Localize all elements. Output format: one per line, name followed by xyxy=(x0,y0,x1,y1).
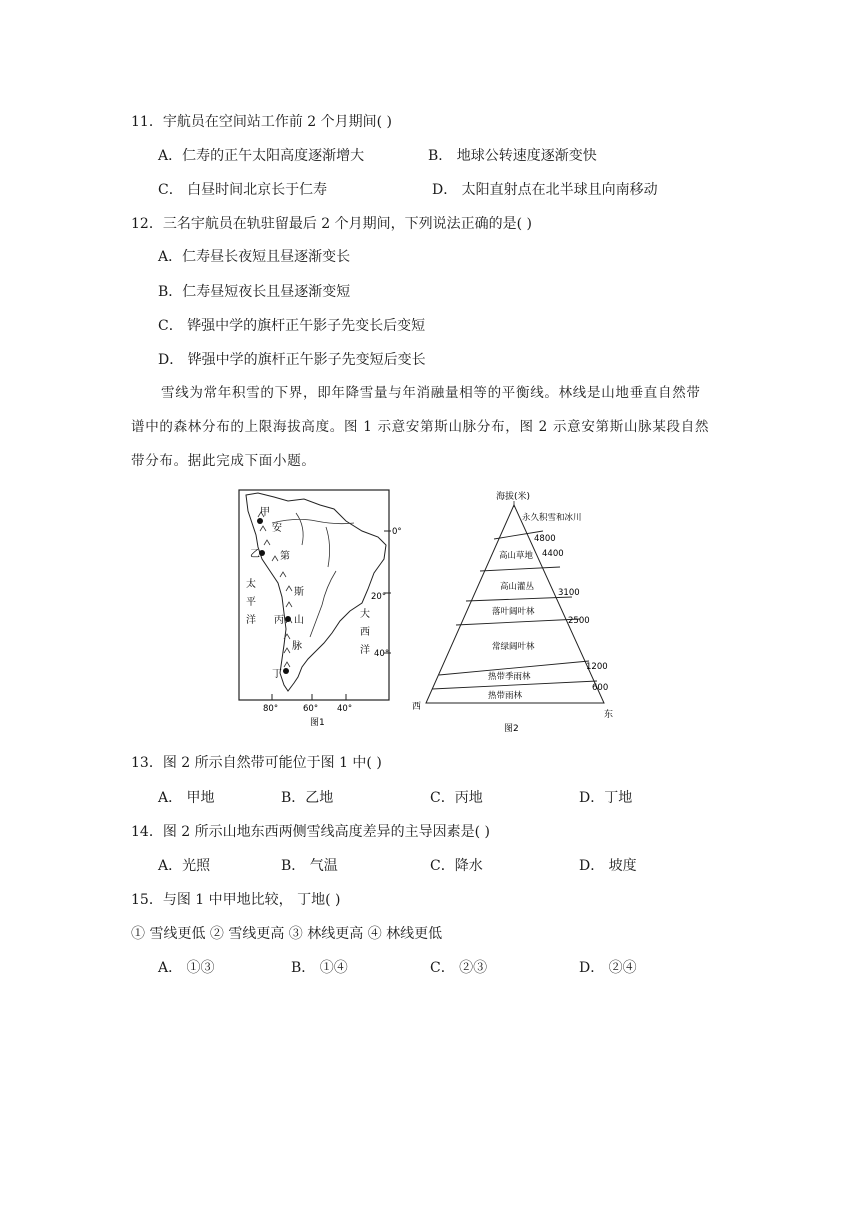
passage-line-2: 谱中的森林分布的上限海拔高度。图 1 示意安第斯山脉分布，图 2 示意安第斯山脉某段自然 xyxy=(131,419,710,435)
q14-option-c: C．降水 xyxy=(430,858,483,874)
alt-4400: 4400 xyxy=(542,549,564,559)
lon-label-80: 80° xyxy=(263,704,279,714)
lat-label-20: 20° xyxy=(371,592,387,602)
question-15-stem: 15．与图 1 中甲地比较， 丁地( ) xyxy=(131,892,341,908)
place-bing-label: 丙 xyxy=(274,615,284,626)
range-label-si: 斯 xyxy=(294,587,304,598)
q12-option-d: D． 铧强中学的旗杆正午影子先变短后变长 xyxy=(158,352,426,368)
question-11-stem: 11．宇航员在空间站工作前 2 个月期间( ) xyxy=(131,114,392,130)
question-12-stem: 12．三名宇航员在轨驻留最后 2 个月期间，下列说法正确的是( ) xyxy=(131,216,532,232)
q15-option-d: D． ②④ xyxy=(579,960,637,976)
alt-1200: 1200 xyxy=(586,662,608,672)
place-ding-dot xyxy=(283,668,289,674)
zone-snow: 永久积雪和冰川 xyxy=(522,513,582,523)
zone-alpine-shrub: 高山灌丛 xyxy=(500,582,535,592)
atlantic-label-2: 西 xyxy=(360,627,370,638)
q14-option-a: A．光照 xyxy=(158,858,211,874)
continent-outline xyxy=(246,493,386,691)
zone-evergreen: 常绿阔叶林 xyxy=(492,642,535,652)
atlantic-label-3: 洋 xyxy=(360,645,370,656)
q13-option-b: B．乙地 xyxy=(281,790,334,806)
zone-monsoon: 热带季雨林 xyxy=(488,672,531,682)
q12-option-b: B．仁寿昼短夜长且昼逐渐变短 xyxy=(158,284,351,300)
place-jia-dot xyxy=(257,518,263,524)
q14-option-d: D． 坡度 xyxy=(579,858,637,874)
alt-4800: 4800 xyxy=(534,534,556,544)
lon-label-40: 40° xyxy=(337,704,353,714)
andes-range-symbols xyxy=(258,512,292,667)
pacific-label-2: 平 xyxy=(246,597,256,608)
range-label-mai: 脉 xyxy=(292,641,302,652)
place-ding-label: 丁 xyxy=(272,669,282,680)
zone-alpine-meadow: 高山草地 xyxy=(499,551,534,561)
fig2-west: 西 xyxy=(412,702,422,712)
figure-1-caption: 图1 xyxy=(310,718,325,728)
question-13-stem: 13．图 2 所示自然带可能位于图 1 中( ) xyxy=(131,755,382,771)
pacific-label-3: 洋 xyxy=(246,615,256,626)
q11-option-b: B． 地球公转速度逐渐变快 xyxy=(428,148,597,164)
atlantic-label-1: 大 xyxy=(360,609,370,620)
lat-label-0: 0° xyxy=(392,527,402,537)
range-label-shan: 山 xyxy=(294,615,304,626)
alt-2500: 2500 xyxy=(568,616,590,626)
figure-2-zonation xyxy=(408,487,623,737)
q13-option-a: A． 甲地 xyxy=(158,790,215,806)
zone-deciduous: 落叶阔叶林 xyxy=(492,607,535,617)
q15-option-a: A． ①③ xyxy=(158,960,215,976)
range-label-di: 第 xyxy=(280,551,290,562)
q11-option-d: D． 太阳直射点在北半球且向南移动 xyxy=(432,182,658,198)
zone-rainforest: 热带雨林 xyxy=(488,691,523,701)
lat-label-40: 40° xyxy=(374,649,390,659)
place-bing-dot xyxy=(285,616,291,622)
q13-option-c: C．丙地 xyxy=(430,790,483,806)
q15-statements: ① 雪线更低 ② 雪线更高 ③ 林线更高 ④ 林线更低 xyxy=(131,926,443,942)
q11-option-a: A．仁寿的正午太阳高度逐渐增大 xyxy=(158,148,365,164)
q14-option-b: B． 气温 xyxy=(281,858,338,874)
q15-option-b: B． ①④ xyxy=(291,960,348,976)
fig2-east: 东 xyxy=(604,710,614,720)
figure-2-caption: 图2 xyxy=(504,724,519,734)
lon-label-60: 60° xyxy=(303,704,319,714)
passage-line-3: 带分布。据此完成下面小题。 xyxy=(131,453,316,469)
figure-1-map xyxy=(236,487,402,732)
passage-line-1: 雪线为常年积雪的下界，即年降雪量与年消融量相等的平衡线。林线是山地垂直自然带 xyxy=(161,385,701,401)
q13-option-d: D．丁地 xyxy=(579,790,633,806)
fig2-ylabel: 海拔(米) xyxy=(496,492,531,502)
q12-option-a: A．仁寿昼长夜短且昼逐渐变长 xyxy=(158,249,351,265)
place-yi-label: 乙 xyxy=(250,549,260,560)
question-14-stem: 14．图 2 所示山地东西两侧雪线高度差异的主导因素是( ) xyxy=(131,824,490,840)
parana-river xyxy=(310,571,336,637)
q11-option-c: C． 白昼时间北京长于仁寿 xyxy=(158,182,328,198)
pacific-label-1: 太 xyxy=(246,579,256,590)
range-label-an: 安 xyxy=(272,523,282,534)
q15-option-c: C． ②③ xyxy=(430,960,488,976)
place-jia-label: 甲 xyxy=(260,507,270,518)
q12-option-c: C． 铧强中学的旗杆正午影子先变长后变短 xyxy=(158,318,426,334)
alt-600: 600 xyxy=(592,683,609,693)
alt-3100: 3100 xyxy=(558,588,580,598)
